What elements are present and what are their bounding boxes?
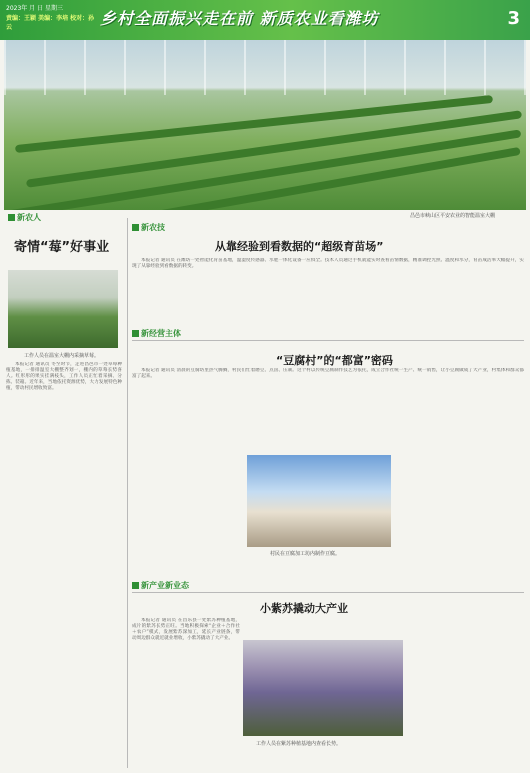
article-body-xinjingying — [132, 368, 524, 450]
article-body-xinnongren — [6, 362, 122, 767]
article-paragraph: 本报记者 通讯员 冬至时节，走进昌邑市一处草莓种植基地，一排排温室大棚整齐划一，棚内的草莓长势喜人。红彤彤的果实挂满枝头，工作人员正忙着采摘、分拣、装箱。近年来，当地依托资源优势，大力发展特色种植，带动村民增收致富。 — [6, 362, 122, 391]
article-body-xinnongji — [132, 258, 524, 326]
header-date: 2023年 月 日 星期三 — [6, 5, 63, 12]
article-paragraph: 本报记者 通讯员 在昌乐县一处紫苏种植基地，成片的紫苏长势正旺。当地积极探索“企业＋合作社＋农户”模式，发展紫苏深加工，延长产业链条，带动周边群众就近就业增收，小紫苏撬动了大产业。 — [132, 618, 240, 641]
header-edition-line: 责编：王颖 美编：李培 校对：孙云 — [6, 15, 95, 31]
article-paragraph: 本报记者 通讯员 清晨的豆腐坊里热气腾腾，村民们忙着磨豆、点卤、压制。这个村以传统豆腐制作技艺为依托，成立合作社统一生产、统一销售，让小豆腐做成了大产业，村集体和群众都富了起来。 — [132, 368, 524, 379]
headline-xinchanye: 小紫苏撬动大产业 — [260, 602, 348, 615]
headline-xinjingying: “豆腐村”的“都富”密码 — [276, 354, 393, 367]
section-tag-xinnongren: 新农人 — [8, 212, 41, 223]
perilla-field-photo — [243, 640, 403, 736]
tofu-village-photo — [247, 455, 391, 547]
greenhouse-roof-frame — [4, 40, 526, 95]
strawberry-photo — [8, 270, 118, 348]
page-banner-title: 乡村全面振兴走在前 新质农业看潍坊 — [100, 9, 379, 28]
section-divider — [132, 340, 524, 341]
strawberry-photo-caption: 工作人员在温室大棚内采摘草莓。 — [24, 353, 100, 359]
greenhouse-photo — [4, 40, 526, 210]
page-header — [0, 0, 530, 40]
perilla-photo-caption: 工作人员在紫苏种植基地内查看长势。 — [256, 741, 342, 747]
section-divider — [132, 592, 524, 593]
column-divider — [127, 218, 128, 768]
headline-xinnongji: 从靠经验到看数据的“超级育苗场” — [215, 240, 384, 253]
top-photo-caption: 昌邑市峡山区平安农业的智能温室大棚 — [410, 213, 496, 219]
section-tag-xinchanye: 新产业新业态 — [132, 580, 189, 591]
article-paragraph: 本报记者 通讯员 在潍坊一处智能化育苗基地，温湿度传感器、水肥一体化设备一应俱全。技术人员通过手机就能实时查看苗情数据，精准调控光照、温度和水分，育苗成活率大幅提升，实现了从靠经验到看数据的转变。 — [132, 258, 524, 269]
section-tag-xinnongji: 新农技 — [132, 222, 165, 233]
article-body-xinchanye — [132, 618, 240, 768]
header-info — [6, 5, 98, 31]
section-tag-xinjingying: 新经营主体 — [132, 328, 181, 339]
tofu-photo-caption: 村民在豆腐加工坊内制作豆腐。 — [270, 551, 341, 557]
headline-xinnongren: 寄情“莓”好事业 — [14, 240, 110, 255]
page-number: 3 — [507, 8, 520, 29]
